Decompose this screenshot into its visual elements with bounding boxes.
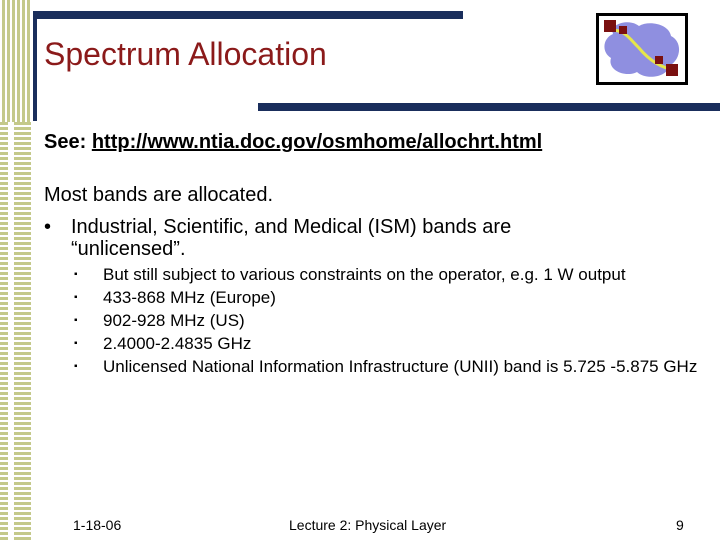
sub-bullet-marker: ▪ xyxy=(74,269,78,280)
intro-text: Most bands are allocated. xyxy=(44,184,274,206)
sub-bullet-marker: ▪ xyxy=(74,315,78,326)
top-rule-bar xyxy=(33,11,463,19)
see-label: See: xyxy=(44,131,87,153)
sub-bullet-marker: ▪ xyxy=(74,338,78,349)
list-item xyxy=(74,288,704,308)
footer-date: 1-18-06 xyxy=(73,517,122,533)
sub-bullet-marker: ▪ xyxy=(74,292,78,303)
sub-bullet-text: 433-868 MHz (Europe) xyxy=(103,288,276,307)
slide-title: Spectrum Allocation xyxy=(44,36,327,72)
left-top-decorative-stripes xyxy=(0,0,31,122)
title-underline-bar xyxy=(258,103,720,111)
logo-box xyxy=(596,13,688,85)
main-bullet-text: Industrial, Scientific, and Medical (ISM) bands are “unlicensed”. xyxy=(71,216,512,260)
sub-bullet-list xyxy=(74,265,704,380)
list-item xyxy=(74,311,704,331)
bullet-marker: • xyxy=(44,216,52,238)
list-item xyxy=(74,357,704,377)
sub-bullet-marker: ▪ xyxy=(74,361,78,372)
sub-bullet-text: 2.4000-2.4835 GHz xyxy=(103,334,252,353)
sub-bullet-text: Unlicensed National Information Infrastructure (UNII) band is 5.725 -5.875 GHz xyxy=(103,357,698,376)
sub-bullet-text: But still subject to various constraints on the operator, e.g. 1 W output xyxy=(103,265,626,284)
allocation-chart-link[interactable]: http://www.ntia.doc.gov/osmhome/allochrt.html xyxy=(91,131,543,153)
list-item xyxy=(74,265,704,285)
footer-lecture-title: Lecture 2: Physical Layer xyxy=(289,517,447,533)
list-item xyxy=(74,334,704,354)
reference-line xyxy=(44,132,542,152)
network-link-logo-icon xyxy=(599,16,685,82)
sub-bullet-text: 902-928 MHz (US) xyxy=(103,311,245,330)
page-number: 9 xyxy=(676,517,684,533)
vertical-rule-bar xyxy=(33,11,37,121)
